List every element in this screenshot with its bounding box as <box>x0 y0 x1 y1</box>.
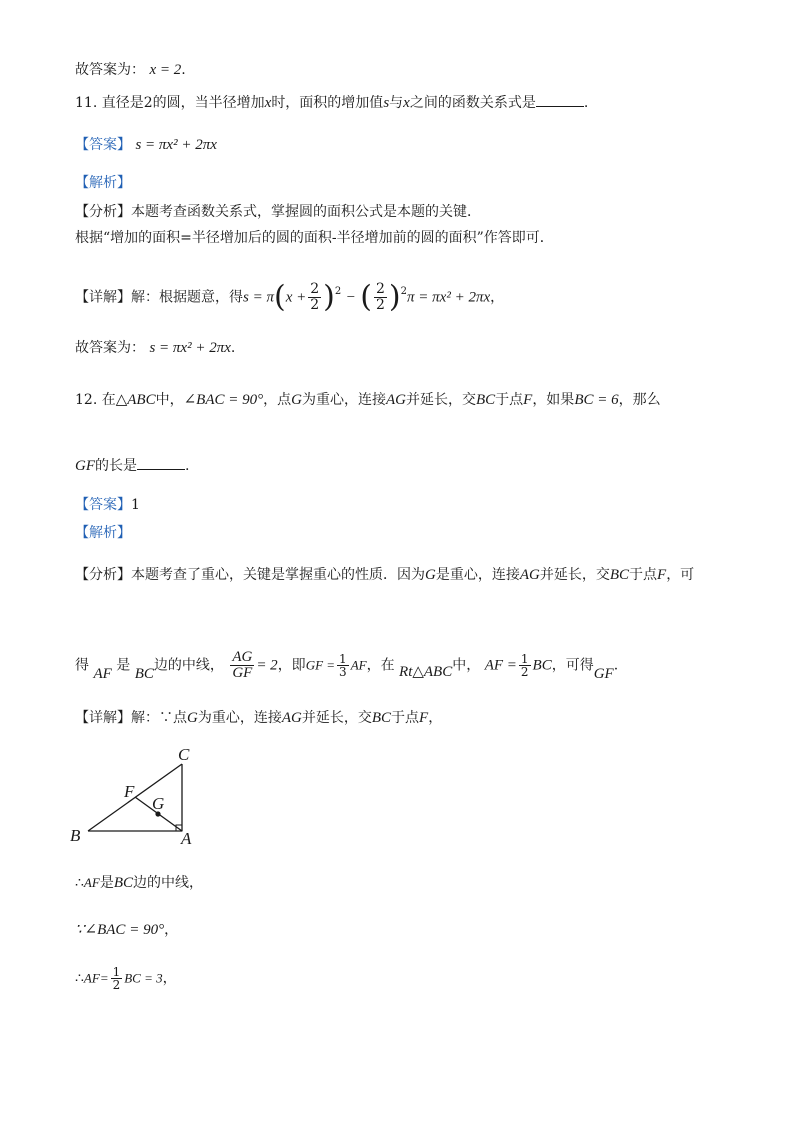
num: 1 <box>112 965 121 979</box>
math: AF <box>350 657 367 673</box>
answer-line-q10 <box>75 60 186 80</box>
q11-answer <box>75 135 217 155</box>
math: = 2 <box>256 657 278 674</box>
math: ∵∠BAC = 90° <box>75 922 165 938</box>
math: G <box>291 392 302 408</box>
detail-label: 【详解】 <box>75 289 131 306</box>
math: = <box>99 970 109 986</box>
text: . <box>613 657 619 674</box>
text: 解：根据题意，得 <box>131 289 243 306</box>
text: ，即 <box>277 657 306 674</box>
q11-jiexi <box>75 173 131 193</box>
text: 并延长，交 <box>539 567 610 583</box>
text: . <box>185 458 190 474</box>
label-a: A <box>181 829 192 845</box>
math: BC <box>113 875 133 891</box>
answer-blank <box>536 92 584 107</box>
math: BC <box>609 567 630 583</box>
math: BC <box>134 665 154 682</box>
text: 边的中线， <box>153 657 224 674</box>
text: ∴ <box>75 970 84 987</box>
math: x <box>264 95 272 111</box>
math: ∠BAC = 90° <box>183 392 264 408</box>
math: BC <box>475 392 496 408</box>
text: ， <box>428 710 443 726</box>
label-b: B <box>70 826 81 845</box>
exponent: 2 <box>400 285 408 297</box>
math: GF = <box>305 657 336 673</box>
question-number: 11. <box>75 95 98 111</box>
fraction <box>374 282 387 313</box>
analysis-label: 【解析】 <box>75 175 131 191</box>
text: ， <box>490 289 505 306</box>
den: 2 <box>112 978 121 992</box>
step-1 <box>75 873 203 893</box>
math: AF <box>93 665 112 682</box>
math: s = πx² + 2πx <box>149 340 231 356</box>
math: x + <box>285 289 307 306</box>
math: △ABC <box>115 392 156 408</box>
step-2 <box>75 920 178 940</box>
fraction-1-3 <box>337 653 349 678</box>
fenxi-label: 【分析】 <box>75 567 131 583</box>
label-g: G <box>152 794 165 813</box>
math: F <box>523 392 533 408</box>
text: ，可得 <box>551 657 594 674</box>
text: 为重心，连接 <box>301 392 386 408</box>
fraction-1-2 <box>111 966 123 991</box>
q12-detail <box>75 708 442 728</box>
text: 是重心，连接 <box>435 567 520 583</box>
text: 本题考查函数关系式，掌握圆的面积公式是本题的关键． <box>131 204 481 220</box>
q12-answer <box>75 495 140 515</box>
math: GF <box>75 458 95 474</box>
fraction-ag-gf <box>230 650 254 681</box>
text: ∴ <box>75 875 84 891</box>
text: 解：∵点 <box>131 710 187 726</box>
q11-detail <box>75 279 505 315</box>
text: ， <box>164 922 179 938</box>
math: BC = 3 <box>124 970 163 986</box>
math: AG <box>281 710 302 726</box>
q11-fenxi-2 <box>75 228 554 248</box>
answer-blank <box>137 455 185 470</box>
text: ，可 <box>666 567 695 583</box>
exponent: 2 <box>334 285 342 297</box>
detail-label: 【详解】 <box>75 710 131 726</box>
question-12-cont <box>75 455 189 476</box>
paren: ( <box>273 279 286 315</box>
math: π = πx² + 2πx <box>407 289 491 306</box>
fraction-1-2 <box>519 653 531 678</box>
text: 直径是2的圆，当半径增加 <box>101 95 265 111</box>
text: 是 <box>99 875 114 891</box>
text: 得 <box>75 657 89 674</box>
text: 根据“增加的面积=半径增加后的圆的面积-半径增加前的圆的面积”作答即可． <box>75 230 554 246</box>
text: ，那么 <box>618 392 661 408</box>
text: . <box>230 340 236 356</box>
math: AF = <box>484 657 517 674</box>
math: GF <box>593 665 614 682</box>
math: BC = 6 <box>574 392 619 408</box>
text: 于点 <box>629 567 658 583</box>
text: 故答案为： <box>75 62 145 78</box>
num: 2 <box>376 281 385 297</box>
label-c: C <box>178 745 190 764</box>
paren: ) <box>388 279 401 315</box>
text: ，在 <box>366 657 395 674</box>
fenxi-label: 【分析】 <box>75 204 131 220</box>
math: F <box>419 710 429 726</box>
den: 3 <box>339 665 347 679</box>
q12-fenxi <box>75 565 694 585</box>
text: 为重心，连接 <box>197 710 282 726</box>
num: 1 <box>339 652 347 666</box>
text: 并延长，交 <box>405 392 476 408</box>
answer-label: 【答案】 <box>75 137 131 153</box>
math: x <box>403 95 410 111</box>
label-f: F <box>124 782 135 801</box>
text: 的长是 <box>95 458 137 474</box>
num: AG <box>232 649 253 665</box>
text: 是 <box>116 657 131 674</box>
num: 2 <box>310 281 320 297</box>
den: GF <box>232 665 253 681</box>
den: 2 <box>520 665 529 679</box>
math: BC <box>371 710 392 726</box>
num: 1 <box>520 652 529 666</box>
math: AG <box>519 567 540 583</box>
math: s = π <box>243 289 274 306</box>
q12-fenxi-2 <box>75 650 618 681</box>
math: s = πx² + 2πx <box>135 137 217 153</box>
math: G <box>187 710 198 726</box>
text: ，点 <box>263 392 292 408</box>
math: AG <box>385 392 406 408</box>
question-number: 12. <box>75 392 98 408</box>
math: Rt△ABC <box>399 663 453 680</box>
fraction <box>308 282 321 313</box>
den: 2 <box>310 297 320 313</box>
question-12 <box>75 390 661 410</box>
paren: ( <box>360 279 372 315</box>
answer-value: 1 <box>131 497 140 513</box>
math: s <box>383 95 390 111</box>
math: G <box>425 567 436 583</box>
analysis-label: 【解析】 <box>75 525 131 541</box>
text: 与 <box>389 95 404 111</box>
text: . <box>583 95 589 111</box>
text: 故答案为： <box>75 340 145 356</box>
text: . <box>181 62 186 78</box>
text: 边的中线， <box>132 875 203 891</box>
triangle-figure <box>70 745 200 845</box>
math: F <box>657 567 667 583</box>
text: 于点 <box>495 392 524 408</box>
text: 中， <box>155 392 184 408</box>
math: AF <box>83 970 100 986</box>
text: 并延长，交 <box>301 710 372 726</box>
text: 中， <box>452 657 481 674</box>
math: − <box>345 289 356 306</box>
text: ， <box>162 970 177 987</box>
question-11 <box>75 92 588 113</box>
step-3 <box>75 966 177 991</box>
q11-fenxi <box>75 202 481 222</box>
text: 之间的函数关系式是 <box>409 95 536 111</box>
den: 2 <box>376 297 385 313</box>
text: ，如果 <box>532 392 575 408</box>
text: 时，面积的增加值 <box>271 95 384 111</box>
q12-jiexi <box>75 523 131 543</box>
answer-label: 【答案】 <box>75 497 131 513</box>
math: BC <box>532 657 552 674</box>
text: 于点 <box>391 710 420 726</box>
text: 本题考查了重心，关键是掌握重心的性质．因为 <box>131 567 425 583</box>
paren: ) <box>323 279 335 315</box>
q11-final <box>75 338 235 358</box>
math: AF <box>83 875 100 890</box>
text: 在 <box>101 392 116 408</box>
math: x = 2 <box>149 62 182 78</box>
